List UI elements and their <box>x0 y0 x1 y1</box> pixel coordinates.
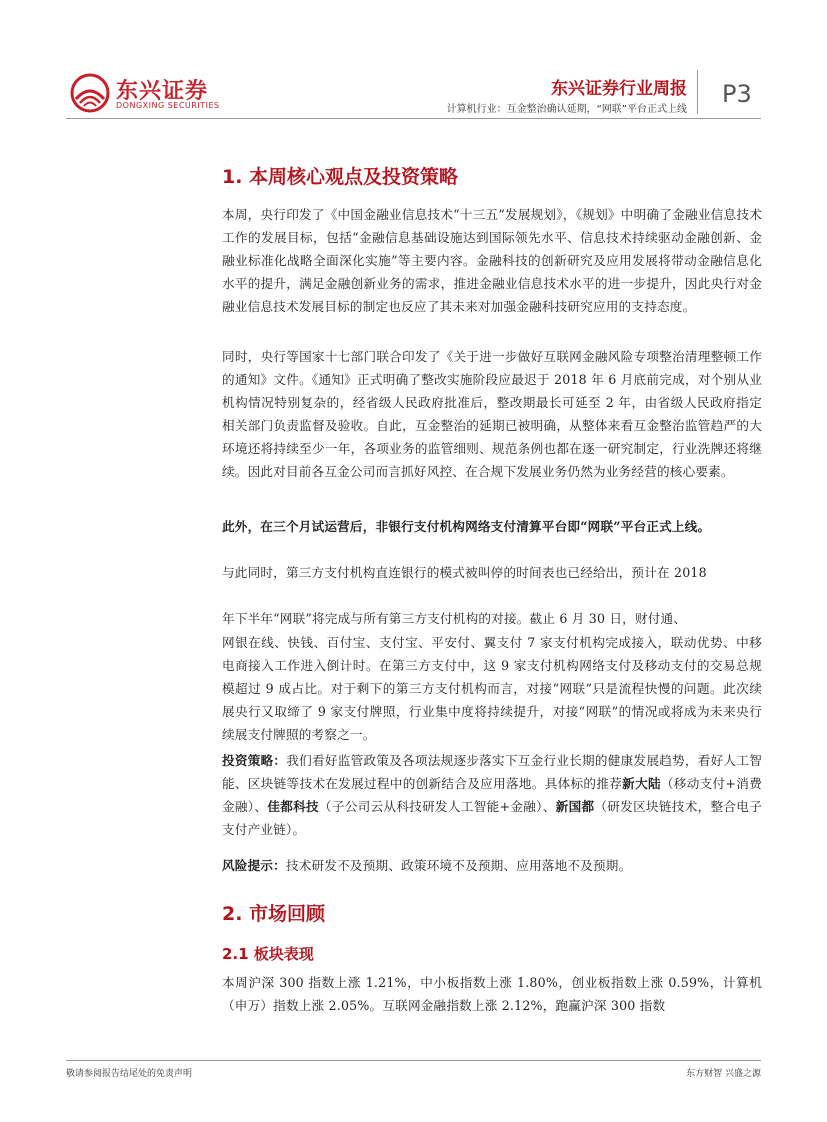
page-number: P3 <box>722 80 752 108</box>
paragraph-timeline-line2: 年下半年“网联”将完成与所有第三方支付机构的对接。截止 6 月 30 日，财付通、 <box>222 611 687 626</box>
risk-text: 技术研发不及预期、政策环境不及预期、应用落地不及预期。 <box>285 858 632 873</box>
report-subtitle: 计算机行业：互金整治确认延期，“网联”平台正式上线 <box>446 104 687 115</box>
paragraph-market-review: 本周沪深 300 指数上涨 1.21%，中小板指数上涨 1.80%，创业板指数上涨 0.59%，计算机（申万）指数上涨 2.05%。互联网金融指数上涨 2.12%，跑赢沪深 300 指数 <box>222 975 762 1013</box>
header-divider <box>697 70 698 114</box>
section-1-heading: 1. 本周核心观点及投资策略 <box>222 166 459 188</box>
section-2-heading: 2. 市场回顾 <box>222 903 326 925</box>
paragraph-netunion-launch: 此外，在三个月试运营后，非银行支付机构网络支付清算平台即“网联”平台正式上线。 <box>222 519 711 534</box>
risk-label: 风险提示： <box>222 858 286 873</box>
paragraph-payment-institutions: 网银在线、快钱、百付宝、支付宝、平安付、翼支付 7 家支付机构完成接入，联动优势、中移电商接入工作进入倒计时。在第三方支付中，这 9 家支付机构网络支付及移动支付的交易总规模超过 9 成占比。对于剩下的第三方支付机构而言，对接“网联”只是流程快慢的问题。此次续展央行又取缔了 9 家支付牌照，行业集中度将持续提升，对接“网联”的情况或将成为未来央行续展支付牌照的考察之一。 <box>222 635 762 742</box>
paragraph-timeline-line1: 与此同时，第三方支付机构直连银行的模式被叫停的时间表也已经给出，预计在 2018 <box>222 565 707 580</box>
stock-xinguodu-desc: （研发区块链技术，整合电子支付产业链）。 <box>222 799 762 837</box>
logo-english-name: DONGXING SECURITIES <box>116 101 220 110</box>
stock-pci: 佳都科技 <box>267 799 319 814</box>
dongxing-logo-icon <box>70 73 110 113</box>
header-rule <box>66 118 761 119</box>
stock-pci-desc: （子公司云从科技研发人工智能+金融）、 <box>318 799 556 814</box>
section-2-1-heading: 2.1 板块表现 <box>222 945 314 963</box>
stock-newland: 新大陆 <box>622 776 661 791</box>
stock-xinguodu: 新国都 <box>555 799 595 814</box>
footer-slogan: 东方财智 兴盛之源 <box>686 1069 761 1079</box>
strategy-label: 投资策略： <box>222 753 287 768</box>
footer-disclaimer: 敬请参阅报告结尾处的免责声明 <box>66 1069 193 1079</box>
report-title: 东兴证券行业周报 <box>551 79 687 99</box>
page-header <box>0 0 827 150</box>
logo-chinese-name: 东兴证券 <box>116 79 209 104</box>
paragraph-investment-strategy <box>222 749 762 841</box>
strategy-text: 我们看好监管政策及各项法规逐步落实下互金行业长期的健康发展趋势，看好人工智能、区块链等技术在发展过程中的创新结合及应用落地。具体标的推荐 <box>222 753 762 791</box>
paragraph-risk <box>222 854 762 877</box>
stock-newland-desc: （移动支付+消费金融）、 <box>222 776 762 814</box>
paragraph-planning: 本周，央行印发了《中国金融业信息技术“十三五”发展规划》，《规划》中明确了金融业信息技术工作的发展目标，包括“金融信息基础设施达到国际领先水平、信息技术持续驱动金融创新、金融业标准化战略全面深化实施”等主要内容。金融科技的创新研究及应用发展将带动金融信息化水平的提升，满足金融创新业务的需求，推进金融业信息技术水平的进一步提升，因此央行对金融业信息技术发展目标的制定也反应了其未来对加强金融科技研究应用的支持态度。 <box>222 207 762 314</box>
paragraph-rectification: 同时，央行等国家十七部门联合印发了《关于进一步做好互联网金融风险专项整治清理整顿工作的通知》文件。《通知》正式明确了整改实施阶段应最迟于 2018 年 6 月底前完成，对个别从业机构情况特别复杂的，经省级人民政府批准后，整改期最长可延至 2 年，由省级人民政府指定相关部门负责监督及验收。自此，互金整治的延期已被明确，从整体来看互金整治监管趋严的大环境还将持续至少一年，各项业务的监管细则、规范条例也都在逐一研究制定，行业洗牌还将继续。因此对目前各互金公司而言抓好风控、在合规下发展业务仍然为业务经营的核心要素。 <box>222 349 762 479</box>
footer-rule <box>66 1060 761 1061</box>
